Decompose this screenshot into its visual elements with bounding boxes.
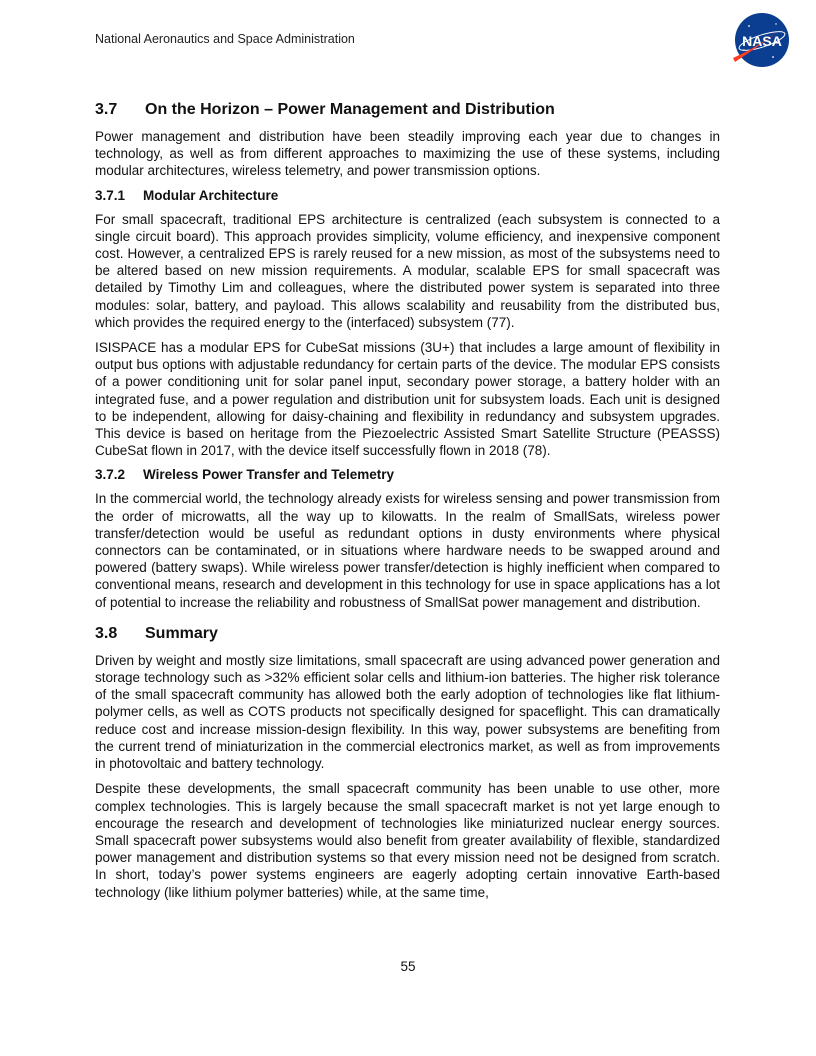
section-heading <box>95 101 720 119</box>
section-heading <box>95 625 720 643</box>
nasa-logo-icon <box>729 10 801 70</box>
section-number: 3.7 <box>95 101 118 118</box>
paragraph: Despite these developments, the small spacecraft community has been unable to use other, more complex technologies. This is largely because the small spacecraft market is not yet large enough to encourage the research and development of technologies like miniaturized nuclear energy sources. Small spacecraft power subsystems would also benefit from greater availability of flexible, standardized power management and distribution systems so that every mission need not be designed from scratch. In short, today’s power systems engineers are eagerly adopting certain innovative Earth-based technology (like lithium polymer batteries) while, at the same time, <box>95 781 720 900</box>
page-number: 55 <box>400 959 416 974</box>
logo-star <box>772 56 774 58</box>
paragraph: Driven by weight and mostly size limitations, small spacecraft are using advanced power generation and storage technology such as >32% efficient solar cells and lithium-ion batteries. The higher risk tolerance of the small spacecraft community has allowed both the early adoption of technologies like flat lithium-polymer cells, as well as COTS products not specifically designed for spaceflight. This can dramatically reduce cost and increase mission-design flexibility. In this way, power subsystems are benefiting from the current trend of miniaturization in the commercial electronics market, as well as from improvements in photovoltaic and battery technology. <box>95 652 720 772</box>
organization-name: National Aeronautics and Space Administration <box>95 32 355 46</box>
subsection-heading <box>95 467 720 482</box>
logo-star <box>748 25 750 27</box>
paragraph: ISISPACE has a modular EPS for CubeSat missions (3U+) that includes a large amount of flexibility in output bus options with adjustable redundancy for certain parts of the device. The modular EPS consists of a power conditioning unit for solar panel input, secondary power storage, a battery holder with an integrated fuse, and a power regulation and distribution unit for subsystem loads. Each unit is designed to be independent, allowing for daisy-chaining and flexibility in redundancy and subsystem upgrades. This device is based on heritage from the Piezoelectric Assisted Smart Satellite Structure (PEASSS) CubeSat flown in 2017, with the device itself successfully flown in 2018 (78). <box>95 340 720 459</box>
paragraph: For small spacecraft, traditional EPS architecture is centralized (each subsystem is connected to a single circuit board). This approach provides simplicity, volume efficiency, and inexpensive component cost. However, a centralized EPS is rarely reused for a new mission, as most of the subsystems need to be altered based on new mission requirements. A modular, scalable EPS for small spacecraft was detailed by Timothy Lim and colleagues, where the distributed power system is separated into three modules: solar, battery, and payload. This allows scalability and reusability from the distributed bus, which provides the required energy to the (interfaced) subsystem (77). <box>95 211 720 330</box>
subsection-title: Wireless Power Transfer and Telemetry <box>143 467 394 483</box>
logo-star <box>775 23 776 24</box>
section-title: On the Horizon – Power Management and Distribution <box>145 101 555 118</box>
logo-wordmark: NASA <box>742 33 782 49</box>
subsection-number: 3.7.1 <box>95 187 126 203</box>
subsection-title: Modular Architecture <box>143 187 279 203</box>
section-title: Summary <box>145 624 218 642</box>
section-number: 3.8 <box>95 624 118 642</box>
subsection-number: 3.7.2 <box>95 467 126 483</box>
subsection-heading <box>95 188 720 203</box>
paragraph: In the commercial world, the technology already exists for wireless sensing and power transmission from the order of microwatts, all the way up to kilowatts. In the realm of SmallSats, wireless power transfer/detection would be useful as redundant options in dusty environments where physical connectors can be contaminated, or in situations where hardware needs to be swapped around and powered (battery swaps). While wireless power transfer/detection is highly inefficient when compared to conventional means, research and development in this technology for use in space applications has a lot of potential to increase the reliability and robustness of SmallSat power management and distribution. <box>95 491 720 610</box>
page-content <box>95 101 720 909</box>
paragraph: Power management and distribution have been steadily improving each year due to changes in technology, as well as from different approaches to maximizing the use of these systems, including modular architectures, wireless telemetry, and power transmission options. <box>95 129 720 179</box>
